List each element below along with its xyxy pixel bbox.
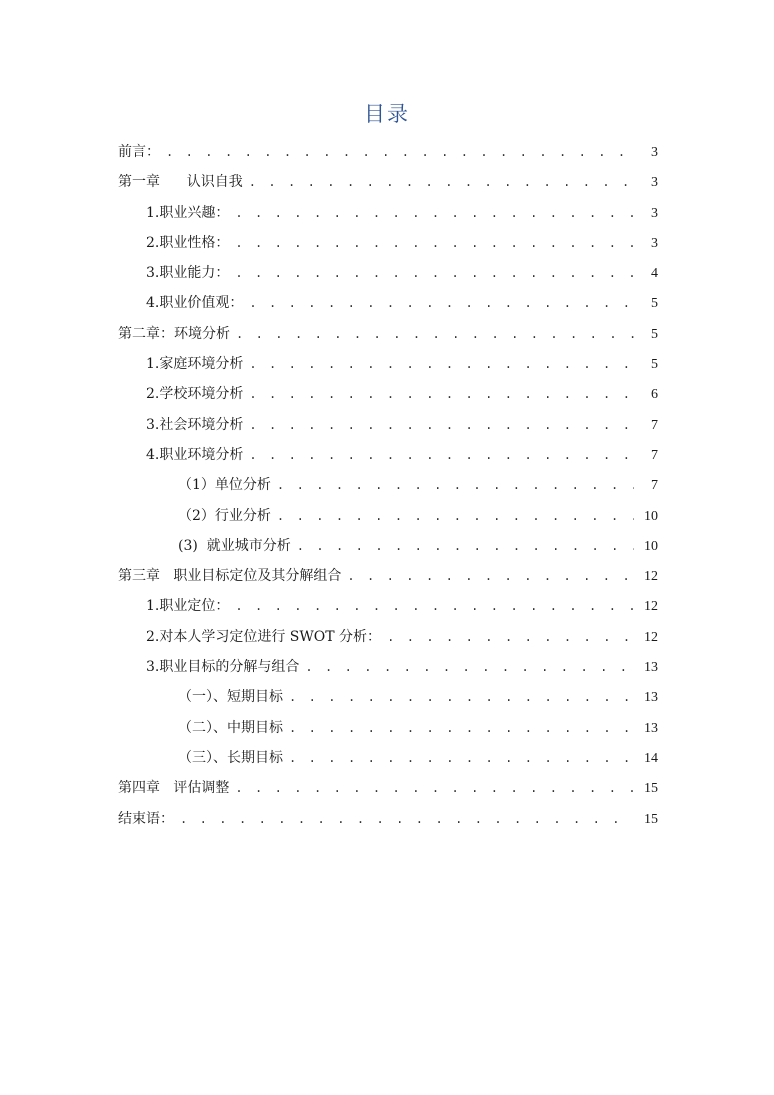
toc-dot-leader: [277, 470, 634, 500]
toc-entry[interactable]: [118, 258, 658, 288]
toc-entry[interactable]: [118, 561, 658, 591]
toc-entry-page: 12: [644, 569, 658, 585]
toc-entry-page: 5: [651, 296, 658, 312]
toc-entry-page: 4: [651, 266, 658, 282]
toc-dot-leader: [289, 713, 634, 743]
toc-entry-label: 1.职业兴趣：: [146, 204, 230, 221]
toc-entry-page: 3: [651, 175, 658, 191]
toc-dot-leader: [249, 379, 634, 409]
toc-entry-label: 第三章 职业目标定位及其分解组合: [118, 568, 342, 585]
toc-entry-label: （三）、长期目标: [178, 749, 283, 766]
toc-entry-label: 3.社会环境分析: [146, 416, 244, 433]
toc-entry-page: 7: [651, 447, 658, 463]
toc-dot-leader: [235, 258, 634, 288]
toc-entry[interactable]: [118, 288, 658, 318]
toc-entry-page: 10: [644, 538, 658, 554]
toc-entry-label: 4.职业价值观：: [146, 295, 244, 312]
toc-entry-page: 12: [644, 629, 658, 645]
toc-entry-label: 1.家庭环境分析: [146, 356, 244, 373]
toc-entry-page: 10: [644, 508, 658, 524]
toc-entry[interactable]: [118, 349, 658, 379]
toc-entry[interactable]: [118, 804, 658, 834]
toc-entry[interactable]: [118, 440, 658, 470]
toc-dot-leader: [249, 167, 634, 197]
toc-dot-leader: [347, 561, 634, 591]
toc-entry-page: 13: [644, 660, 658, 676]
toc-entry[interactable]: [118, 137, 658, 167]
toc-dot-leader: [289, 682, 634, 712]
toc-entry-label: （二）、中期目标: [178, 719, 283, 736]
toc-entry-label: 2.对本人学习定位进行 SWOT 分析：: [146, 628, 382, 645]
toc-entry[interactable]: [118, 379, 658, 409]
toc-entry-page: 14: [644, 750, 658, 766]
toc-entry-label: (3) 就业城市分析: [178, 537, 291, 554]
toc-entry-label: 结束语：: [118, 810, 174, 827]
toc-entry-page: 7: [651, 417, 658, 433]
toc-entry-page: 15: [644, 811, 658, 827]
toc-entry[interactable]: [118, 319, 658, 349]
toc-entry-label: 3.职业目标的分解与组合: [146, 659, 300, 676]
toc-entry[interactable]: [118, 470, 658, 500]
toc-entry-page: 13: [644, 690, 658, 706]
toc-entry-page: 5: [651, 357, 658, 373]
table-of-contents: [118, 137, 658, 834]
toc-dot-leader: [305, 652, 634, 682]
toc-entry-label: 2.学校环境分析: [146, 386, 244, 403]
toc-dot-leader: [166, 137, 634, 167]
toc-dot-leader: [297, 531, 634, 561]
toc-entry-label: 第四章 评估调整: [118, 780, 230, 797]
toc-entry-label: 第一章 认识自我: [118, 174, 243, 191]
toc-entry-label: 前言：: [118, 144, 160, 160]
toc-entry[interactable]: [118, 501, 658, 531]
toc-dot-leader: [235, 773, 634, 803]
toc-dot-leader: [235, 198, 634, 228]
toc-entry-page: 12: [644, 599, 658, 615]
toc-entry-page: 3: [651, 145, 658, 160]
toc-dot-leader: [249, 288, 634, 318]
toc-entry[interactable]: [118, 713, 658, 743]
toc-entry[interactable]: [118, 682, 658, 712]
toc-entry-label: （2）行业分析: [178, 507, 271, 524]
toc-entry[interactable]: [118, 773, 658, 803]
toc-entry[interactable]: [118, 167, 658, 197]
toc-entry-label: 第二章：环境分析: [118, 325, 230, 342]
toc-entry[interactable]: [118, 652, 658, 682]
toc-entry-label: （1）单位分析: [178, 477, 271, 494]
toc-entry-page: 5: [651, 326, 658, 342]
toc-entry-page: 6: [651, 387, 658, 403]
toc-entry[interactable]: [118, 531, 658, 561]
toc-entry-label: 4.职业环境分析: [146, 446, 244, 463]
toc-entry[interactable]: [118, 743, 658, 773]
toc-dot-leader: [249, 440, 634, 470]
toc-dot-leader: [236, 319, 634, 349]
toc-dot-leader: [289, 743, 634, 773]
toc-entry[interactable]: [118, 591, 658, 621]
toc-entry[interactable]: [118, 228, 658, 258]
toc-dot-leader: [387, 622, 634, 652]
toc-dot-leader: [180, 804, 634, 834]
page-title: 目录: [364, 102, 410, 126]
toc-entry[interactable]: [118, 622, 658, 652]
toc-dot-leader: [235, 591, 634, 621]
toc-entry-label: 1.职业定位：: [146, 598, 230, 615]
toc-dot-leader: [249, 349, 634, 379]
toc-dot-leader: [277, 501, 634, 531]
toc-entry[interactable]: [118, 198, 658, 228]
toc-entry-page: 13: [644, 720, 658, 736]
toc-entry[interactable]: [118, 410, 658, 440]
toc-entry-page: 3: [651, 235, 658, 251]
toc-entry-label: 3.职业能力：: [146, 265, 230, 282]
toc-entry-label: （一）、短期目标: [178, 689, 283, 706]
toc-entry-page: 15: [644, 781, 658, 797]
toc-entry-page: 3: [651, 205, 658, 221]
toc-entry-label: 2.职业性格：: [146, 234, 230, 251]
toc-entry-page: 7: [651, 478, 658, 494]
toc-dot-leader: [235, 228, 634, 258]
toc-dot-leader: [249, 410, 634, 440]
